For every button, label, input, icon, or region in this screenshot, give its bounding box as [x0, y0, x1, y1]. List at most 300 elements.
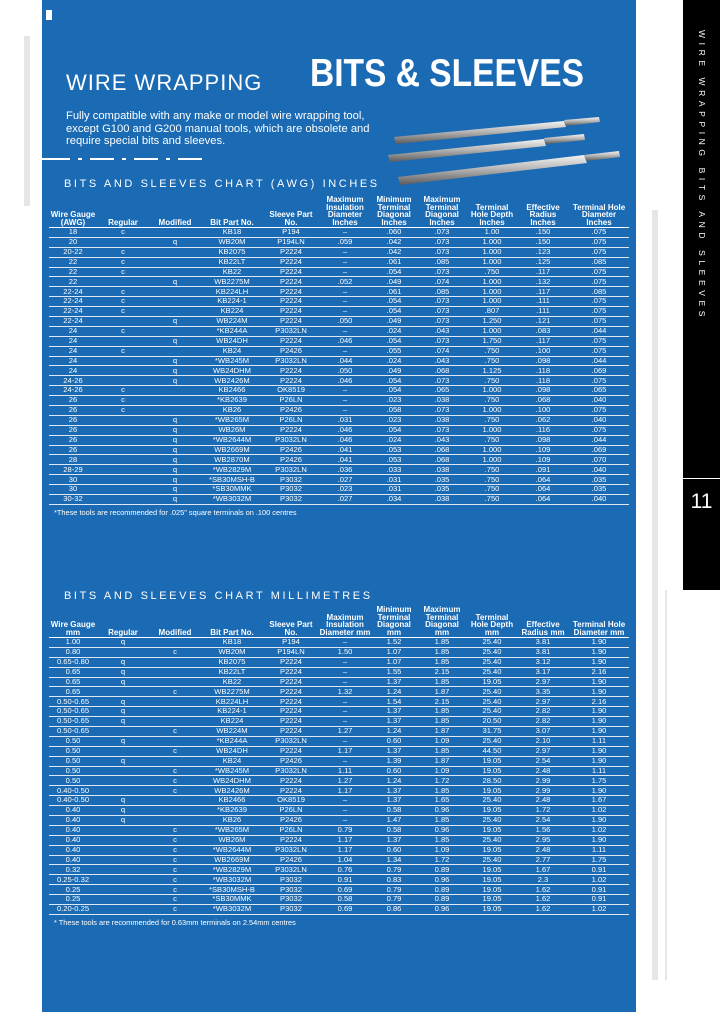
table-cell: 1.72	[417, 776, 467, 786]
table-cell: c	[149, 647, 201, 657]
table-cell: 2.15	[417, 697, 467, 707]
table-cell	[149, 326, 201, 336]
table-cell: 1.000	[467, 406, 517, 416]
table-cell: .031	[371, 485, 417, 495]
table-cell: KB26	[201, 406, 263, 416]
table-cell	[97, 317, 149, 327]
page-number: 11	[690, 490, 713, 513]
table-cell	[97, 865, 149, 875]
table-cell: q	[149, 356, 201, 366]
table-cell: –	[319, 386, 371, 396]
table-cell: 25.40	[467, 687, 517, 697]
table-cell: q	[149, 237, 201, 247]
table-cell: 1.11	[569, 845, 629, 855]
table-cell: .075	[569, 346, 629, 356]
table-cell: P3032	[263, 885, 319, 895]
table-cell: –	[319, 638, 371, 648]
table-cell	[97, 895, 149, 905]
table-cell: 0.40	[49, 835, 97, 845]
table-cell: q	[149, 425, 201, 435]
table-row	[49, 865, 629, 875]
table-row	[49, 485, 629, 495]
table-cell: –	[319, 297, 371, 307]
table-row	[49, 667, 629, 677]
table-cell: .075	[569, 297, 629, 307]
table-cell: P2224	[263, 707, 319, 717]
awg-column-header: Sleeve Part No.	[263, 196, 319, 228]
table-cell: .073	[417, 237, 467, 247]
table-cell: .046	[319, 425, 371, 435]
table-cell	[97, 687, 149, 697]
top-tick	[46, 10, 52, 20]
table-cell: KB224LH	[201, 697, 263, 707]
table-cell: 30	[49, 475, 97, 485]
table-cell: 26	[49, 425, 97, 435]
mm-column-header: Bit Part No.	[201, 606, 263, 638]
table-cell: .035	[569, 485, 629, 495]
table-cell: 1.07	[371, 657, 417, 667]
table-cell: c	[149, 885, 201, 895]
table-cell: 1.90	[569, 786, 629, 796]
table-cell: c	[149, 766, 201, 776]
table-cell: –	[319, 707, 371, 717]
table-row	[49, 307, 629, 317]
table-cell: *SB30MSH-B	[201, 475, 263, 485]
table-row	[49, 816, 629, 826]
table-cell: 1.04	[319, 855, 371, 865]
table-cell: .150	[517, 228, 569, 238]
table-cell: WB26M	[201, 835, 263, 845]
table-cell: .052	[319, 277, 371, 287]
table-row	[49, 228, 629, 238]
mm-column-header: Maximum Terminal Diagonal mm	[417, 606, 467, 638]
table-cell: .750	[467, 267, 517, 277]
table-cell	[97, 825, 149, 835]
table-cell: 0.65-0.80	[49, 657, 97, 667]
table-cell: 22	[49, 267, 97, 277]
table-cell	[149, 297, 201, 307]
table-cell	[97, 905, 149, 915]
table-cell: .075	[569, 267, 629, 277]
table-cell	[149, 657, 201, 667]
table-cell: KB22	[201, 677, 263, 687]
table-row	[49, 475, 629, 485]
table-cell: P2224	[263, 307, 319, 317]
table-cell: 1.72	[417, 855, 467, 865]
table-cell: q	[149, 495, 201, 505]
table-cell: 1.37	[371, 717, 417, 727]
table-cell	[149, 307, 201, 317]
table-cell: .024	[371, 356, 417, 366]
table-cell: 0.60	[371, 766, 417, 776]
table-cell: 1.11	[569, 736, 629, 746]
table-cell	[149, 707, 201, 717]
table-cell: P2224	[263, 267, 319, 277]
table-cell: q	[149, 366, 201, 376]
table-cell: .750	[467, 465, 517, 475]
table-cell: 0.50	[49, 756, 97, 766]
table-row	[49, 875, 629, 885]
table-cell: 19.05	[467, 875, 517, 885]
table-cell: 20-22	[49, 247, 97, 257]
table-row	[49, 465, 629, 475]
table-cell: 28.50	[467, 776, 517, 786]
table-cell: 1.17	[319, 746, 371, 756]
table-cell: c	[97, 267, 149, 277]
table-cell: P2224	[263, 287, 319, 297]
table-cell: 19.05	[467, 766, 517, 776]
table-cell: *KB2639	[201, 806, 263, 816]
table-cell: 1.000	[467, 277, 517, 287]
table-cell: P2224	[263, 657, 319, 667]
table-cell: 1.54	[371, 697, 417, 707]
table-cell: 20	[49, 237, 97, 247]
table-cell: 0.86	[371, 905, 417, 915]
table-cell: P26LN	[263, 415, 319, 425]
awg-chart-title: BITS AND SLEEVES CHART (AWG) INCHES	[64, 178, 380, 190]
table-cell: 2.10	[517, 736, 569, 746]
mm-chart-table	[49, 606, 629, 915]
table-cell: 3.35	[517, 687, 569, 697]
table-row	[49, 727, 629, 737]
table-cell: c	[97, 326, 149, 336]
table-cell: 1.85	[417, 638, 467, 648]
table-cell: q	[97, 717, 149, 727]
table-cell: .085	[417, 287, 467, 297]
table-cell: q	[97, 736, 149, 746]
table-cell: .042	[371, 237, 417, 247]
table-cell: 19.05	[467, 806, 517, 816]
table-cell: 1.55	[371, 667, 417, 677]
table-row	[49, 376, 629, 386]
table-cell: 1.75	[569, 855, 629, 865]
table-row	[49, 237, 629, 247]
table-cell: *WB2644M	[201, 845, 263, 855]
table-cell: 26	[49, 445, 97, 455]
table-cell: .061	[371, 257, 417, 267]
table-cell	[97, 727, 149, 737]
table-cell: KB18	[201, 228, 263, 238]
table-cell	[149, 287, 201, 297]
table-cell: WB24DH	[201, 336, 263, 346]
table-cell: KB224	[201, 717, 263, 727]
mm-column-header: Sleeve Part No.	[263, 606, 319, 638]
table-cell: 0.79	[371, 885, 417, 895]
table-cell: .044	[569, 326, 629, 336]
table-cell: 19.05	[467, 885, 517, 895]
table-row	[49, 297, 629, 307]
table-cell: 20.50	[467, 717, 517, 727]
intro-text	[66, 110, 396, 148]
table-cell: P3032	[263, 875, 319, 885]
table-cell: 0.50	[49, 736, 97, 746]
table-cell: .075	[569, 425, 629, 435]
table-cell: 0.50-0.65	[49, 707, 97, 717]
awg-column-header: Minimum Terminal Diagonal Inches	[371, 196, 417, 228]
table-cell: P2426	[263, 455, 319, 465]
table-cell: 0.58	[371, 806, 417, 816]
table-cell: 2.48	[517, 796, 569, 806]
table-cell: .043	[417, 326, 467, 336]
table-cell: 1.24	[371, 687, 417, 697]
table-cell: 0.58	[371, 825, 417, 835]
table-cell: .073	[417, 376, 467, 386]
sidebar-text: WIRE WRAPPING BITS AND SLEEVES	[697, 30, 707, 322]
table-cell: .075	[569, 237, 629, 247]
page-number-divider	[683, 478, 720, 479]
awg-column-header: Terminal Hole Diameter Inches	[569, 196, 629, 228]
table-cell: 19.05	[467, 865, 517, 875]
table-row	[49, 247, 629, 257]
table-cell: .074	[417, 277, 467, 287]
table-row	[49, 425, 629, 435]
table-cell	[97, 746, 149, 756]
table-cell: 0.40	[49, 845, 97, 855]
table-cell: .023	[319, 485, 371, 495]
table-cell: P2224	[263, 776, 319, 786]
table-cell: .038	[417, 396, 467, 406]
table-cell: .054	[371, 267, 417, 277]
table-cell: c	[97, 247, 149, 257]
table-cell: .125	[517, 257, 569, 267]
table-cell: 22-24	[49, 307, 97, 317]
table-row	[49, 406, 629, 416]
table-cell: 2.48	[517, 845, 569, 855]
table-cell: .068	[417, 366, 467, 376]
table-cell: P26LN	[263, 825, 319, 835]
table-cell: .068	[517, 396, 569, 406]
mm-chart-title: BITS AND SLEEVES CHART MILLIMETRES	[64, 590, 373, 602]
table-cell: c	[149, 855, 201, 865]
table-cell: P194LN	[263, 237, 319, 247]
table-cell: *WB2829M	[201, 465, 263, 475]
table-cell: 1.17	[319, 845, 371, 855]
table-cell: c	[149, 895, 201, 905]
table-cell: P3032LN	[263, 736, 319, 746]
table-cell: .098	[517, 386, 569, 396]
table-cell	[97, 445, 149, 455]
table-cell: *WB245M	[201, 356, 263, 366]
table-cell: 0.58	[319, 895, 371, 905]
mm-column-header: Terminal Hole Depth mm	[467, 606, 517, 638]
table-cell: 2.95	[517, 835, 569, 845]
table-cell: .073	[417, 307, 467, 317]
table-cell: .068	[417, 455, 467, 465]
table-row	[49, 257, 629, 267]
table-cell: P2224	[263, 667, 319, 677]
table-cell: WB2275M	[201, 277, 263, 287]
table-cell: WB224M	[201, 317, 263, 327]
table-cell	[149, 756, 201, 766]
table-cell: P3032	[263, 895, 319, 905]
table-cell: 0.96	[417, 806, 467, 816]
table-cell: 0.50	[49, 776, 97, 786]
table-cell: .750	[467, 495, 517, 505]
table-cell: 1.00	[49, 638, 97, 648]
table-cell: 25.40	[467, 707, 517, 717]
table-cell: 25.40	[467, 638, 517, 648]
table-cell	[97, 835, 149, 845]
table-cell	[97, 475, 149, 485]
table-cell: 24	[49, 356, 97, 366]
table-cell: .068	[417, 445, 467, 455]
table-cell: WB2275M	[201, 687, 263, 697]
table-cell: 1.87	[417, 756, 467, 766]
table-cell: c	[97, 287, 149, 297]
table-cell: .111	[517, 307, 569, 317]
table-cell: P2224	[263, 746, 319, 756]
table-cell: .062	[517, 415, 569, 425]
table-cell: KB224-1	[201, 297, 263, 307]
table-row	[49, 415, 629, 425]
table-cell: .807	[467, 307, 517, 317]
table-cell: .132	[517, 277, 569, 287]
table-cell: 1.09	[417, 736, 467, 746]
table-cell: –	[319, 677, 371, 687]
table-cell: .046	[319, 376, 371, 386]
table-cell	[97, 495, 149, 505]
table-row	[49, 445, 629, 455]
table-cell	[149, 267, 201, 277]
table-cell	[97, 647, 149, 657]
table-cell: 0.89	[417, 865, 467, 875]
table-cell: *WB2829M	[201, 865, 263, 875]
table-cell: P2224	[263, 786, 319, 796]
table-cell: .075	[569, 307, 629, 317]
table-cell: .046	[319, 336, 371, 346]
table-cell: P2426	[263, 855, 319, 865]
table-cell: –	[319, 307, 371, 317]
awg-column-header: Modified	[149, 196, 201, 228]
table-cell	[97, 845, 149, 855]
table-cell: 1.90	[569, 638, 629, 648]
table-row	[49, 495, 629, 505]
table-cell: .075	[569, 277, 629, 287]
table-cell: .117	[517, 336, 569, 346]
table-cell: 0.65	[49, 677, 97, 687]
table-cell: P2224	[263, 336, 319, 346]
table-cell: P3032	[263, 905, 319, 915]
table-row	[49, 267, 629, 277]
table-cell: 1.90	[569, 816, 629, 826]
mm-footnote: * These tools are recommended for 0.63mm terminals on 2.54mm centres	[54, 918, 296, 927]
table-cell: c	[149, 786, 201, 796]
table-row	[49, 287, 629, 297]
table-cell: .750	[467, 435, 517, 445]
table-cell: 1.37	[371, 707, 417, 717]
table-cell: .100	[517, 406, 569, 416]
table-cell: .046	[319, 435, 371, 445]
table-cell: 3.81	[517, 647, 569, 657]
table-cell: –	[319, 756, 371, 766]
table-cell: .073	[417, 247, 467, 257]
table-cell: .040	[569, 465, 629, 475]
table-cell: P2426	[263, 406, 319, 416]
table-cell	[149, 228, 201, 238]
table-cell: c	[149, 746, 201, 756]
table-cell: –	[319, 267, 371, 277]
table-cell: 1.90	[569, 707, 629, 717]
table-cell: 0.69	[319, 905, 371, 915]
table-cell: c	[149, 865, 201, 875]
table-cell: 25.40	[467, 667, 517, 677]
table-cell: 1.90	[569, 687, 629, 697]
table-cell: 19.05	[467, 786, 517, 796]
table-cell: .085	[417, 257, 467, 267]
table-cell: .100	[517, 346, 569, 356]
table-cell: 0.25-0.32	[49, 875, 97, 885]
mm-column-header: Regular	[97, 606, 149, 638]
table-cell: 30	[49, 485, 97, 495]
table-cell: .024	[371, 435, 417, 445]
table-cell: 0.25	[49, 885, 97, 895]
table-cell: .040	[569, 396, 629, 406]
table-cell: *WB3032M	[201, 495, 263, 505]
table-cell: .035	[417, 485, 467, 495]
table-cell: P2224	[263, 425, 319, 435]
table-cell: KB26	[201, 816, 263, 826]
table-cell: c	[149, 845, 201, 855]
table-cell: .054	[371, 386, 417, 396]
table-cell: P2426	[263, 756, 319, 766]
table-cell: 25.40	[467, 736, 517, 746]
table-cell: 0.65	[49, 687, 97, 697]
table-cell	[97, 465, 149, 475]
table-cell: .111	[517, 297, 569, 307]
table-cell: P3032LN	[263, 865, 319, 875]
table-cell: c	[149, 687, 201, 697]
table-cell: –	[319, 247, 371, 257]
table-cell: WB20M	[201, 647, 263, 657]
table-row	[49, 845, 629, 855]
table-cell: 1.47	[371, 816, 417, 826]
table-cell	[149, 816, 201, 826]
table-cell	[149, 386, 201, 396]
table-cell: –	[319, 697, 371, 707]
table-cell: P2426	[263, 445, 319, 455]
table-cell: 1.000	[467, 287, 517, 297]
table-row	[49, 277, 629, 287]
title-wire-wrapping: WIRE WRAPPING	[66, 70, 263, 95]
table-cell: 25.40	[467, 855, 517, 865]
table-cell: 1.02	[569, 905, 629, 915]
table-cell: 26	[49, 396, 97, 406]
table-row	[49, 346, 629, 356]
table-cell: q	[149, 415, 201, 425]
table-row	[49, 746, 629, 756]
mm-column-header: Modified	[149, 606, 201, 638]
table-cell: .027	[319, 495, 371, 505]
table-row	[49, 677, 629, 687]
table-row	[49, 366, 629, 376]
table-cell: P26LN	[263, 396, 319, 406]
table-cell: .059	[319, 237, 371, 247]
table-cell	[97, 855, 149, 865]
table-cell: KB224-1	[201, 707, 263, 717]
table-cell: c	[97, 396, 149, 406]
table-cell: 1.000	[467, 326, 517, 336]
table-cell: 2.48	[517, 766, 569, 776]
table-cell: 2.82	[517, 707, 569, 717]
table-cell: 0.80	[49, 647, 97, 657]
table-cell: 0.69	[319, 885, 371, 895]
table-cell: 2.16	[569, 697, 629, 707]
table-cell: 1.125	[467, 366, 517, 376]
table-cell: KB224LH	[201, 287, 263, 297]
guide-line-right	[652, 210, 658, 980]
table-cell: 1.87	[417, 687, 467, 697]
table-row	[49, 895, 629, 905]
